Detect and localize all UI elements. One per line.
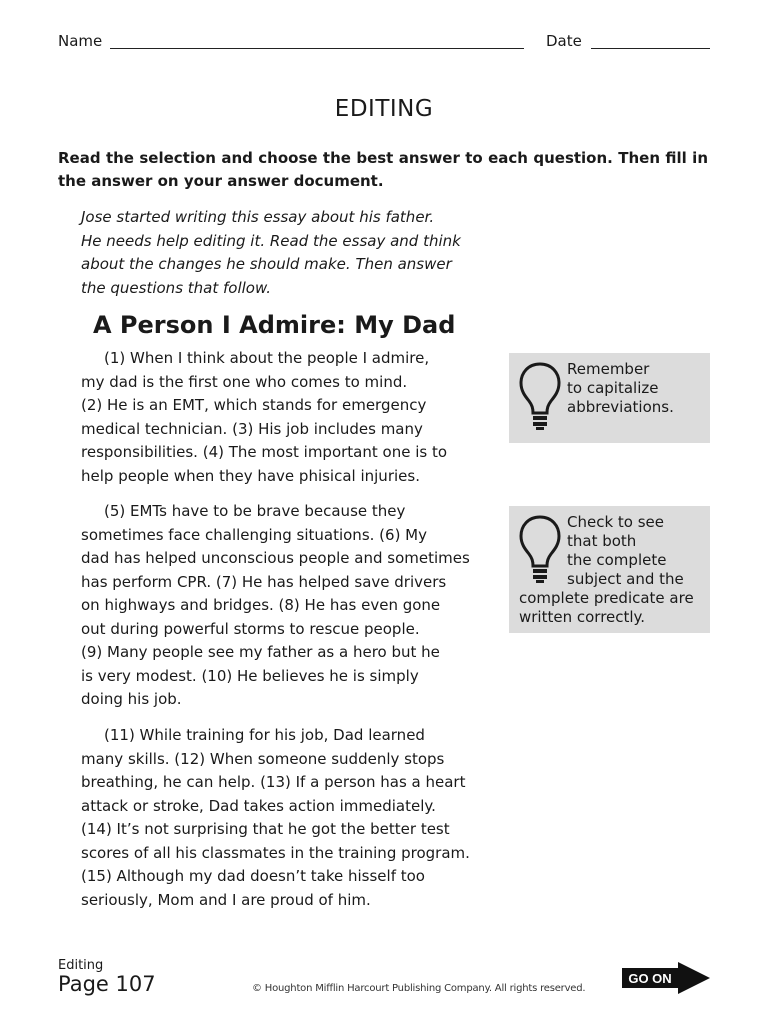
essay-line: my dad is the first one who comes to mind. xyxy=(81,372,408,391)
lightbulb-icon xyxy=(517,514,563,584)
intro-line: Jose started writing this essay about his father. xyxy=(81,208,435,226)
essay-line: attack or stroke, Dad takes action immediately. xyxy=(81,796,436,815)
essay-line: (2) He is an EMT, which stands for emergency xyxy=(81,396,427,414)
intro-line: He needs help editing it. Read the essay and think xyxy=(81,231,461,250)
essay-line: scores of all his classmates in the training program. xyxy=(81,843,470,862)
intro xyxy=(81,206,511,300)
tip-line: to capitalize xyxy=(567,379,659,397)
page-number: Page 107 xyxy=(58,972,156,996)
tip-line: Remember xyxy=(567,360,650,378)
essay-title: A Person I Admire: My Dad xyxy=(93,311,456,339)
directions: Read the selection and choose the best answer to each question. Then fill in the answer on your answer document. xyxy=(58,149,708,190)
essay-line: (11) While training for his job, Dad learned xyxy=(104,726,425,744)
intro-line: the questions that follow. xyxy=(81,278,272,297)
essay-line: dad has helped unconscious people and sometimes xyxy=(81,549,470,567)
name-label: Name xyxy=(58,32,103,50)
essay-line: (1) When I think about the people I admire, xyxy=(104,349,430,367)
essay-line: breathing, he can help. (13) If a person has a heart xyxy=(81,773,466,791)
tip-line: the complete xyxy=(567,551,667,569)
tip-line: subject and the xyxy=(567,570,684,588)
date-line xyxy=(591,48,710,49)
essay-line: on highways and bridges. (8) He has even gone xyxy=(81,596,441,614)
tip-line: that both xyxy=(567,532,637,550)
essay-line: seriously, Mom and I are proud of him. xyxy=(81,890,371,909)
tip-line: written correctly. xyxy=(519,608,646,626)
essay-line: (9) Many people see my father as a hero but he xyxy=(81,643,440,661)
essay-line: responsibilities. (4) The most important one is to xyxy=(81,443,448,461)
copyright: © Houghton Mifflin Harcourt Publishing Company. All rights reserved. xyxy=(252,983,586,994)
tip-line: Check to see xyxy=(567,513,665,531)
essay-line: out during powerful storms to rescue people. xyxy=(81,619,420,638)
page-title: EDITING xyxy=(334,96,434,122)
essay-line: (14) It’s not surprising that he got the better test xyxy=(81,820,450,838)
intro-line: about the changes he should make. Then answer xyxy=(81,255,452,273)
essay-paragraph-3 xyxy=(81,724,501,912)
essay-line: (5) EMTs have to be brave because they xyxy=(104,502,406,520)
lightbulb-icon xyxy=(517,361,563,431)
tip-line: complete predicate are xyxy=(519,589,694,607)
footer-section-label: Editing xyxy=(58,958,104,973)
essay-paragraph-2 xyxy=(81,500,501,712)
name-line xyxy=(110,48,524,49)
essay-line: help people when they have phisical injuries. xyxy=(81,466,420,485)
essay-paragraph-1 xyxy=(81,347,501,488)
date-label: Date xyxy=(546,32,582,50)
essay-line: (15) Although my dad doesn’t take hisself too xyxy=(81,867,425,885)
tip-box-subject-predicate xyxy=(509,506,710,633)
essay-line: has perform CPR. (7) He has helped save drivers xyxy=(81,572,447,591)
essay-line: doing his job. xyxy=(81,690,182,708)
essay-line: many skills. (12) When someone suddenly stops xyxy=(81,749,445,768)
go-on-label: GO ON xyxy=(628,971,672,986)
go-on-arrow-icon xyxy=(622,962,712,994)
tip-box-capitalize xyxy=(509,353,710,443)
essay-line: sometimes face challenging situations. (6) My xyxy=(81,525,428,544)
tip-line: abbreviations. xyxy=(567,398,674,416)
essay-line: is very modest. (10) He believes he is simply xyxy=(81,666,419,685)
essay-line: medical technician. (3) His job includes many xyxy=(81,419,423,438)
